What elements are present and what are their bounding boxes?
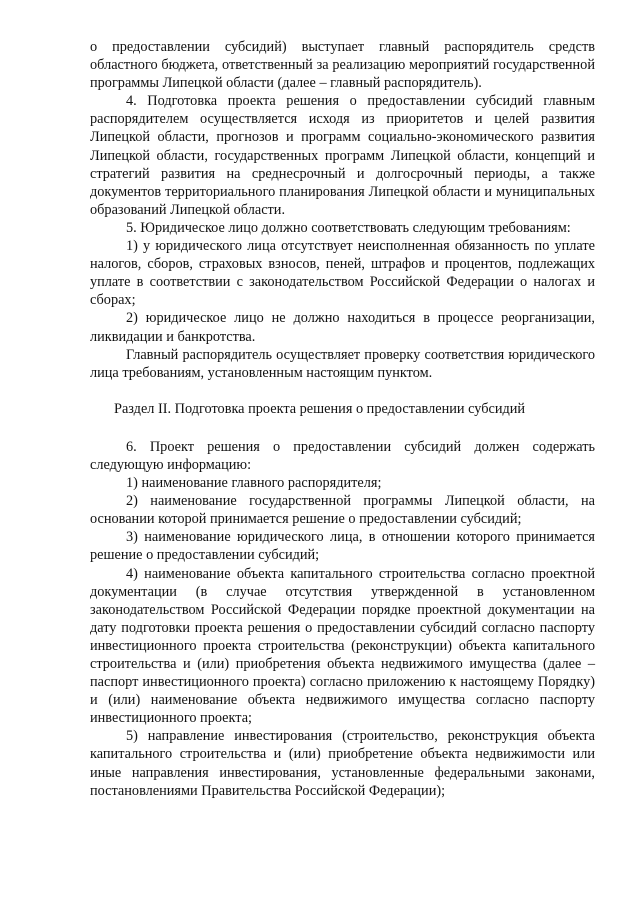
paragraph-requirement-2: 2) юридическое лицо не должно находиться в процессе реорганизации, ликвидации и банкротства. (90, 310, 595, 345)
paragraph-verification: Главный распорядитель осуществляет проверку соответствия юридического лица требованиям, установленным настоящим пунктом. (90, 346, 595, 381)
paragraph-subitem-4: 4) наименование объекта капитального строительства согласно проектной документации (в случае отсутствия утвержденной в установленном законодательством Российской Федерации порядке проектной документации на дату подготовки проекта решения о предоставлении субсидий согласно паспорту инвестиционного проекта строительства (реконструкции) объекта капитального строительства и (или) приобретения объекта недвижимого имущества (далее – паспорт инвестиционного проекта) согласно приложению к настоящему Порядку) и (или) наименование объекта недвижимого имущества согласно паспорту инвестиционного проекта; (90, 565, 595, 727)
paragraph-item-5: 5. Юридическое лицо должно соответствовать следующим требованиям: (126, 219, 571, 236)
paragraph-subitem-2: 2) наименование государственной программы Липецкой области, на основании которой принимается решение о предоставлении субсидий; (90, 493, 595, 528)
section-heading: Раздел II. Подготовка проекта решения о предоставлении субсидий (114, 400, 526, 417)
paragraph-item-6: 6. Проект решения о предоставлении субсидий должен содержать следующую информацию: (90, 438, 595, 473)
paragraph-subitem-5: 5) направление инвестирования (строительство, реконструкция объекта капитального строительства и (или) приобретение объекта недвижимости или иные направления инвестирования, установленные федеральными законами, постановлениями Правительства Российской Федерации); (90, 728, 595, 799)
paragraph-item-4: 4. Подготовка проекта решения о предоставлении субсидий главным распорядителем осуществляется исходя из приоритетов и целей развития Липецкой области, прогнозов и программ социально-экономического развития Липецкой области, государственных программ Липецкой области, концепций и стратегий развития на среднесрочный и долгосрочный периоды, а также документов территориального планирования Липецкой области и муниципальных образований Липецкой области. (90, 93, 595, 218)
paragraph-continuation: о предоставлении субсидий) выступает главный распорядитель средств областного бюджета, ответственный за реализацию мероприятий государственной программы Липецкой области (далее – главный распорядитель). (90, 39, 595, 92)
paragraph-requirement-1: 1) у юридического лица отсутствует неисполненная обязанность по уплате налогов, сборов, страховых взносов, пеней, штрафов и процентов, подлежащих уплате в соответствии с законодательством Российской Федерации о налогах и сборах; (90, 238, 595, 309)
paragraph-subitem-3: 3) наименование юридического лица, в отношении которого принимается решение о предоставлении субсидий; (90, 529, 595, 564)
paragraph-subitem-1: 1) наименование главного распорядителя; (126, 475, 382, 492)
